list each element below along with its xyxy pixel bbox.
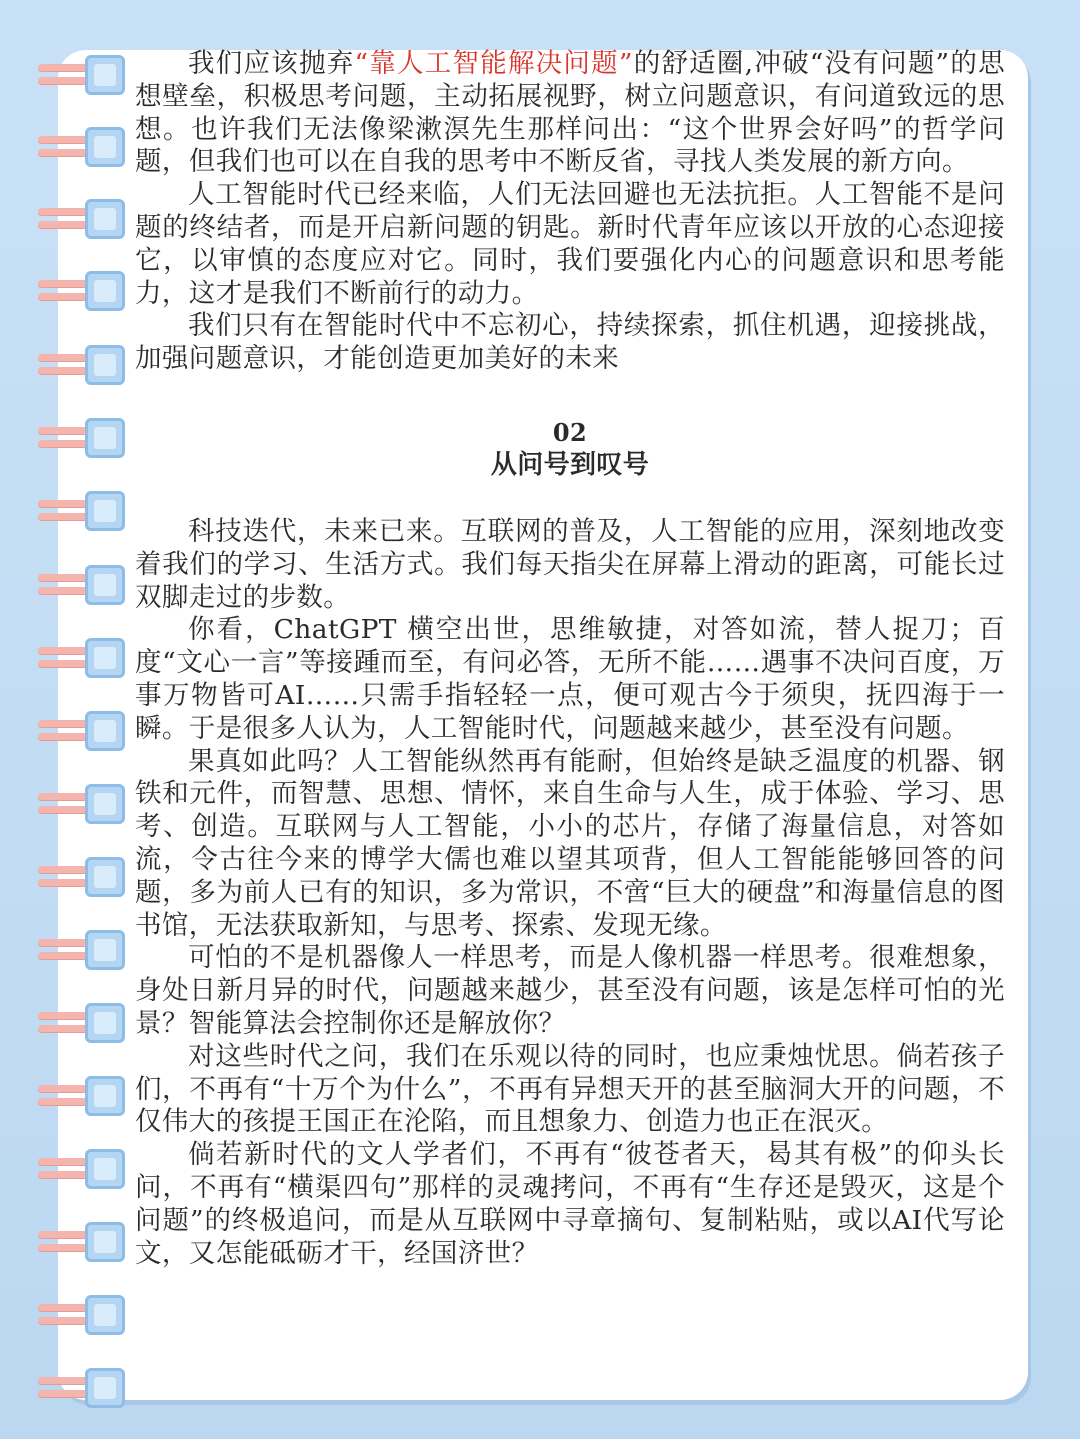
paragraph: 科技迭代，未来已来。互联网的普及，人工智能的应用，深刻地改变着我们的学习、生活方式。我们每天指尖在屏幕上滑动的距离，可能长过双脚走过的步数。 — [135, 515, 1005, 613]
spiral-ring — [30, 1368, 140, 1408]
paragraph: 人工智能时代已经来临，人们无法回避也无法抗拒。人工智能不是问题的终结者，而是开启新问题的钥匙。新时代青年应该以开放的心态迎接它，以审慎的态度应对它。同时，我们要强化内心的问题意识和思考能力，这才是我们不断前行的动力。 — [135, 179, 1005, 309]
highlighted-phrase: “靠人工智能解决问题” — [354, 48, 633, 79]
section-number: 02 — [552, 417, 588, 447]
spiral-ring — [30, 711, 140, 751]
spiral-ring — [30, 199, 140, 239]
paragraph: 我们应该抛弃“靠人工智能解决问题”的舒适圈,冲破“没有问题”的思想壁垒，积极思考问题，主动拓展视野，树立问题意识，有问道致远的思想。也许我们无法像梁漱溟先生那样问出：“这个世界会好吗”的哲学问题，但我们也可以在自我的思考中不断反省，寻找人类发展的新方向。 — [135, 48, 1005, 178]
paragraph: 对这些时代之问，我们在乐观以待的同时，也应秉烛忧思。倘若孩子们，不再有“十万个为什么”，不再有异想天开的甚至脑洞大开的问题，不仅伟大的孩提王国正在沦陷，而且想象力、创造力也正在泯灭。 — [135, 1040, 1005, 1138]
spiral-binding — [30, 55, 140, 1415]
spiral-ring — [30, 345, 140, 385]
spiral-ring — [30, 127, 140, 167]
section-title: 从问号到叹号 — [490, 449, 650, 480]
spiral-ring — [30, 565, 140, 605]
spiral-ring — [30, 1149, 140, 1189]
spiral-ring — [30, 1076, 140, 1116]
spiral-ring — [30, 638, 140, 678]
spiral-ring — [30, 55, 140, 95]
spiral-ring — [30, 271, 140, 311]
spiral-ring — [30, 418, 140, 458]
spiral-ring — [30, 930, 140, 970]
spiral-ring — [30, 1222, 140, 1262]
spiral-ring — [30, 491, 140, 531]
spiral-ring — [30, 784, 140, 824]
paragraph: 我们只有在智能时代中不忘初心，持续探索，抓住机遇，迎接挑战，加强问题意识，才能创造更加美好的未来 — [135, 310, 1005, 375]
spiral-ring — [30, 1295, 140, 1335]
spiral-ring — [30, 1003, 140, 1043]
article-body — [135, 48, 1005, 1270]
paragraph: 你看，ChatGPT 横空出世，思维敏捷，对答如流，替人捉刀；百度“文心一言”等接踵而至，有问必答，无所不能……遇事不决问百度，万事万物皆可AI……只需手指轻轻一点，便可观古今于须臾，抚四海于一瞬。于是很多人认为，人工智能时代，问题越来越少，甚至没有问题。 — [135, 614, 1005, 744]
paragraph: 可怕的不是机器像人一样思考，而是人像机器一样思考。很难想象，身处日新月异的时代，问题越来越少，甚至没有问题，该是怎样可怕的光景？智能算法会控制你还是解放你？ — [135, 942, 1005, 1039]
spiral-ring — [30, 857, 140, 897]
paragraph: 倘若新时代的文人学者们，不再有“彼苍者天，曷其有极”的仰头长问，不再有“横渠四句”那样的灵魂拷问，不再有“生存还是毁灭，这是个问题”的终极追问，而是从互联网中寻章摘句、复制粘贴，或以AI代写论文，又怎能砥砺才干，经国济世？ — [135, 1139, 1005, 1269]
paragraph: 果真如此吗？人工智能纵然再有能耐，但始终是缺乏温度的机器、钢铁和元件，而智慧、思想、情怀，来自生命与人生，成于体验、学习、思考、创造。互联网与人工智能，小小的芯片，存储了海量信息，对答如流，令古往今来的博学大儒也难以望其项背，但人工智能能够回答的问题，多为前人已有的知识，多为常识，不啻“巨大的硬盘”和海量信息的图书馆，无法获取新知，与思考、探索、发现无缘。 — [135, 745, 1005, 941]
